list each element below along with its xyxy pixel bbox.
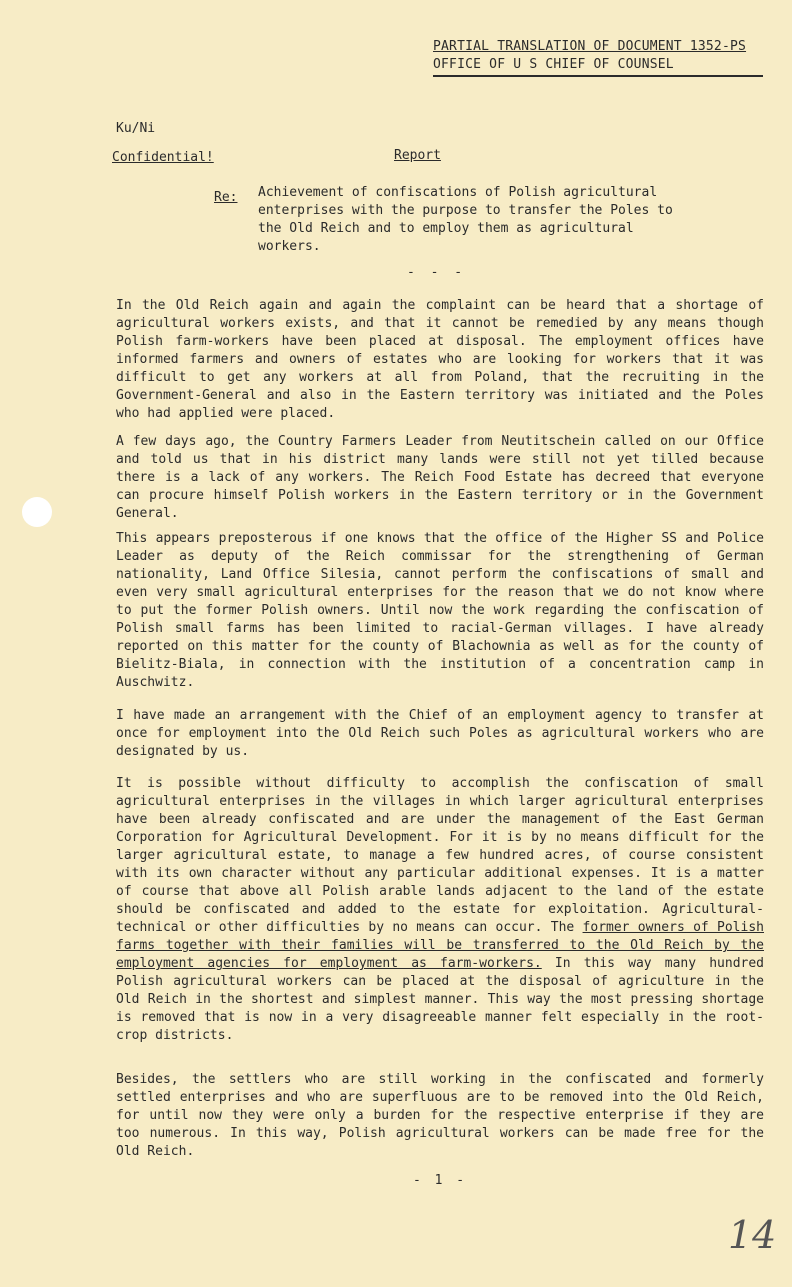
paragraph-1: In the Old Reich again and again the complaint can be heard that a shortage of agricultural workers exists, and that it cannot be remedied by any means though Polish farm-workers have been placed at disposal. The employment offices have informed farmers and owners of estates who are looking for workers that it was difficult to get any workers at all from Poland, that the recruiting in the Government-General and also in the Eastern territory was initiated and the Poles who had applied were placed.: [116, 298, 764, 421]
paragraph-5-part-a: It is possible without difficulty to accomplish the confiscation of small agricultural enterprises in the villages in which larger agricultural enterprises have been already confiscated and are under the management of the East German Corporation for Agricultural Development. For it is by no means difficult for the larger agricultural estate, to manage a few hundred acres, of course consistent with its own character without any particular additional expenses. It is a matter of course that above all Polish arable lands adjacent to the land of the estate should be confiscated and added to the estate for exploitation. Agricultural-technical or other difficulties by no means can occur. The: [116, 776, 764, 935]
paragraph-3: This appears preposterous if one knows that the office of the Higher SS and Police Leader as deputy of the Reich commissar for the strengthening of German nationality, Land Office Silesia, cannot perform the confiscations of small and even very small agricultural enterprises for the reason that we do not know where to put the former Polish owners. Until now the work regarding the confiscation of Polish small farms has been limited to racial-German villages. I have already reported on this matter for the county of Blachownia as well as for the county of Bielitz-Biala, in connection with the institution of a concentration camp in Auschwitz.: [116, 531, 764, 690]
paragraph-4: I have made an arrangement with the Chief of an employment agency to transfer at once for employment into the Old Reich such Poles as agricultural workers who are designated by us.: [116, 708, 764, 759]
paragraph-5-underlined: former owners of Polish farms together with their families will be transferred to the Old Reich by the employment agencies for employment as farm-workers.: [116, 920, 764, 971]
header-line-1: PARTIAL TRANSLATION OF DOCUMENT 1352-PS: [433, 39, 747, 54]
document-header: [433, 38, 763, 77]
header-line-2: OFFICE OF U S CHIEF OF COUNSEL: [433, 56, 763, 77]
paragraph-5-part-c: In this way many hundred Polish agricultural workers can be placed at the disposal of agriculture in the Old Reich in the shortest and simplest manner. This way the most pressing shortage is removed that is now in a very disagreeable manner felt especially in the root-crop districts.: [116, 956, 764, 1043]
paragraph-2: A few days ago, the Country Farmers Leader from Neutitschein called on our Office and told us that in his district many lands were still not yet tilled because there is a lack of any workers. The Reich Food Estate has decreed that everyone can procure himself Polish workers in the Eastern territory or in the Government General.: [116, 434, 764, 521]
confidential-label: Confidential!: [112, 150, 214, 165]
separator: - - -: [407, 265, 467, 280]
paragraph-6: Besides, the settlers who are still working in the confiscated and formerly settled enterprises and who are superfluous are to be removed into the Old Reich, for until now they were only a burden for the respective enterprise if they are too numerous. In this way, Polish agricultural workers can be made free for the Old Reich.: [116, 1072, 764, 1159]
report-title: Report: [394, 148, 441, 163]
paragraph-5: [116, 775, 764, 1045]
punch-hole: [22, 497, 52, 527]
reference-code: Ku/Ni: [116, 121, 156, 136]
handwritten-page-number: 14: [728, 1213, 777, 1257]
subject-text: Achievement of confiscations of Polish agricultural enterprises with the purpose to transfer the Poles to the Old Reich and to employ them as agricultural workers.: [258, 185, 673, 254]
subject-label: Re:: [214, 190, 238, 205]
page-number: - 1 -: [413, 1173, 468, 1188]
